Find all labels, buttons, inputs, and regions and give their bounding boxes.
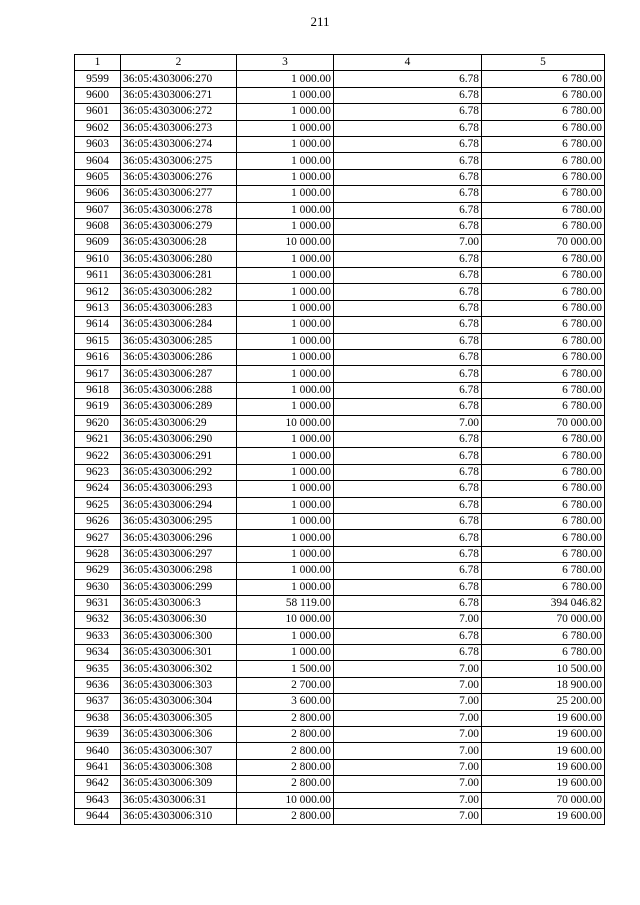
rate-cell: 6.78 <box>334 497 482 513</box>
rate-cell: 7.00 <box>334 776 482 792</box>
area-cell: 2 800.00 <box>237 727 334 743</box>
area-cell: 1 000.00 <box>237 87 334 103</box>
table-row <box>75 743 605 759</box>
table-row <box>75 350 605 366</box>
value-cell: 19 600.00 <box>482 710 605 726</box>
row-number-cell: 9600 <box>75 87 121 103</box>
cadastral-number-cell: 36:05:4303006:305 <box>121 710 237 726</box>
value-cell: 6 780.00 <box>482 120 605 136</box>
area-cell: 2 800.00 <box>237 759 334 775</box>
rate-cell: 7.00 <box>334 694 482 710</box>
cadastral-number-cell: 36:05:4303006:276 <box>121 169 237 185</box>
area-cell: 10 000.00 <box>237 612 334 628</box>
cadastral-number-cell: 36:05:4303006:30 <box>121 612 237 628</box>
area-cell: 1 000.00 <box>237 513 334 529</box>
value-cell: 19 600.00 <box>482 727 605 743</box>
area-cell: 1 000.00 <box>237 300 334 316</box>
area-cell: 1 000.00 <box>237 317 334 333</box>
rate-cell: 6.78 <box>334 284 482 300</box>
value-cell: 6 780.00 <box>482 431 605 447</box>
value-cell: 6 780.00 <box>482 317 605 333</box>
table-row <box>75 595 605 611</box>
value-cell: 6 780.00 <box>482 399 605 415</box>
area-cell: 1 000.00 <box>237 202 334 218</box>
table-row <box>75 776 605 792</box>
value-cell: 6 780.00 <box>482 350 605 366</box>
table-row <box>75 513 605 529</box>
value-cell: 6 780.00 <box>482 464 605 480</box>
row-number-cell: 9619 <box>75 399 121 415</box>
rate-cell: 6.78 <box>334 169 482 185</box>
row-number-cell: 9628 <box>75 546 121 562</box>
row-number-cell: 9622 <box>75 448 121 464</box>
row-number-cell: 9636 <box>75 677 121 693</box>
row-number-cell: 9639 <box>75 727 121 743</box>
value-cell: 19 600.00 <box>482 776 605 792</box>
row-number-cell: 9610 <box>75 251 121 267</box>
cadastral-number-cell: 36:05:4303006:292 <box>121 464 237 480</box>
page-number: 211 <box>310 14 330 29</box>
table-row <box>75 563 605 579</box>
table-row <box>75 104 605 120</box>
table-row <box>75 218 605 234</box>
table-row <box>75 382 605 398</box>
value-cell: 6 780.00 <box>482 284 605 300</box>
rate-cell: 6.78 <box>334 333 482 349</box>
table-row <box>75 87 605 103</box>
rate-cell: 6.78 <box>334 546 482 562</box>
row-number-cell: 9606 <box>75 186 121 202</box>
row-number-cell: 9644 <box>75 808 121 824</box>
table-row <box>75 284 605 300</box>
row-number-cell: 9618 <box>75 382 121 398</box>
value-cell: 6 780.00 <box>482 104 605 120</box>
table-row <box>75 628 605 644</box>
table-row <box>75 300 605 316</box>
area-cell: 10 000.00 <box>237 235 334 251</box>
cadastral-number-cell: 36:05:4303006:308 <box>121 759 237 775</box>
cadastral-number-cell: 36:05:4303006:283 <box>121 300 237 316</box>
value-cell: 6 780.00 <box>482 546 605 562</box>
value-cell: 6 780.00 <box>482 268 605 284</box>
value-cell: 6 780.00 <box>482 530 605 546</box>
cadastral-number-cell: 36:05:4303006:310 <box>121 808 237 824</box>
value-cell: 19 600.00 <box>482 759 605 775</box>
value-cell: 6 780.00 <box>482 481 605 497</box>
table-row <box>75 677 605 693</box>
value-cell: 19 600.00 <box>482 808 605 824</box>
value-cell: 6 780.00 <box>482 202 605 218</box>
cadastral-number-cell: 36:05:4303006:28 <box>121 235 237 251</box>
table-row <box>75 317 605 333</box>
area-cell: 1 000.00 <box>237 628 334 644</box>
row-number-cell: 9620 <box>75 415 121 431</box>
row-number-cell: 9643 <box>75 792 121 808</box>
cadastral-number-cell: 36:05:4303006:280 <box>121 251 237 267</box>
area-cell: 1 000.00 <box>237 333 334 349</box>
row-number-cell: 9603 <box>75 136 121 152</box>
row-number-cell: 9641 <box>75 759 121 775</box>
area-cell: 1 000.00 <box>237 104 334 120</box>
cadastral-number-cell: 36:05:4303006:287 <box>121 366 237 382</box>
row-number-cell: 9640 <box>75 743 121 759</box>
area-cell: 2 700.00 <box>237 677 334 693</box>
row-number-cell: 9625 <box>75 497 121 513</box>
area-cell: 10 000.00 <box>237 792 334 808</box>
area-cell: 1 000.00 <box>237 645 334 661</box>
rate-cell: 7.00 <box>334 415 482 431</box>
cadastral-number-cell: 36:05:4303006:296 <box>121 530 237 546</box>
row-number-cell: 9614 <box>75 317 121 333</box>
row-number-cell: 9642 <box>75 776 121 792</box>
rate-cell: 6.78 <box>334 87 482 103</box>
rate-cell: 6.78 <box>334 268 482 284</box>
table-row <box>75 464 605 480</box>
area-cell: 1 000.00 <box>237 530 334 546</box>
area-cell: 2 800.00 <box>237 776 334 792</box>
table-row <box>75 530 605 546</box>
area-cell: 2 800.00 <box>237 710 334 726</box>
table-row <box>75 366 605 382</box>
area-cell: 2 800.00 <box>237 808 334 824</box>
cadastral-number-cell: 36:05:4303006:277 <box>121 186 237 202</box>
value-cell: 6 780.00 <box>482 87 605 103</box>
table-row <box>75 333 605 349</box>
rate-cell: 6.78 <box>334 431 482 447</box>
row-number-cell: 9601 <box>75 104 121 120</box>
area-cell: 1 000.00 <box>237 366 334 382</box>
rate-cell: 6.78 <box>334 382 482 398</box>
cadastral-number-cell: 36:05:4303006:293 <box>121 481 237 497</box>
row-number-cell: 9608 <box>75 218 121 234</box>
area-cell: 1 000.00 <box>237 169 334 185</box>
row-number-cell: 9631 <box>75 595 121 611</box>
table-row <box>75 497 605 513</box>
row-number-cell: 9621 <box>75 431 121 447</box>
cadastral-number-cell: 36:05:4303006:29 <box>121 415 237 431</box>
rate-cell: 6.78 <box>334 300 482 316</box>
value-cell: 6 780.00 <box>482 513 605 529</box>
row-number-cell: 9637 <box>75 694 121 710</box>
table-row <box>75 202 605 218</box>
rate-cell: 7.00 <box>334 792 482 808</box>
table-row <box>75 169 605 185</box>
cadastral-number-cell: 36:05:4303006:298 <box>121 563 237 579</box>
rate-cell: 6.78 <box>334 202 482 218</box>
area-cell: 1 000.00 <box>237 153 334 169</box>
value-cell: 6 780.00 <box>482 251 605 267</box>
table-row <box>75 399 605 415</box>
row-number-cell: 9629 <box>75 563 121 579</box>
cadastral-number-cell: 36:05:4303006:285 <box>121 333 237 349</box>
area-cell: 1 500.00 <box>237 661 334 677</box>
table-row <box>75 481 605 497</box>
row-number-cell: 9623 <box>75 464 121 480</box>
rate-cell: 7.00 <box>334 727 482 743</box>
row-number-cell: 9630 <box>75 579 121 595</box>
area-cell: 1 000.00 <box>237 448 334 464</box>
row-number-cell: 9602 <box>75 120 121 136</box>
rate-cell: 6.78 <box>334 579 482 595</box>
rate-cell: 6.78 <box>334 595 482 611</box>
cadastral-number-cell: 36:05:4303006:291 <box>121 448 237 464</box>
cadastral-number-cell: 36:05:4303006:303 <box>121 677 237 693</box>
value-cell: 6 780.00 <box>482 169 605 185</box>
rate-cell: 6.78 <box>334 366 482 382</box>
area-cell: 1 000.00 <box>237 268 334 284</box>
value-cell: 70 000.00 <box>482 235 605 251</box>
row-number-cell: 9634 <box>75 645 121 661</box>
rate-cell: 6.78 <box>334 530 482 546</box>
cadastral-table <box>74 54 605 825</box>
row-number-cell: 9615 <box>75 333 121 349</box>
rate-cell: 6.78 <box>334 251 482 267</box>
row-number-cell: 9604 <box>75 153 121 169</box>
value-cell: 6 780.00 <box>482 333 605 349</box>
row-number-cell: 9609 <box>75 235 121 251</box>
value-cell: 10 500.00 <box>482 661 605 677</box>
rate-cell: 6.78 <box>334 218 482 234</box>
table-row <box>75 136 605 152</box>
area-cell: 3 600.00 <box>237 694 334 710</box>
value-cell: 6 780.00 <box>482 186 605 202</box>
rate-cell: 7.00 <box>334 710 482 726</box>
rate-cell: 6.78 <box>334 563 482 579</box>
value-cell: 6 780.00 <box>482 563 605 579</box>
area-cell: 1 000.00 <box>237 579 334 595</box>
value-cell: 6 780.00 <box>482 628 605 644</box>
table-row <box>75 431 605 447</box>
rate-cell: 7.00 <box>334 808 482 824</box>
row-number-cell: 9613 <box>75 300 121 316</box>
table-row <box>75 448 605 464</box>
cadastral-number-cell: 36:05:4303006:300 <box>121 628 237 644</box>
area-cell: 1 000.00 <box>237 563 334 579</box>
row-number-cell: 9633 <box>75 628 121 644</box>
rate-cell: 7.00 <box>334 677 482 693</box>
table-row <box>75 759 605 775</box>
rate-cell: 6.78 <box>334 628 482 644</box>
row-number-cell: 9612 <box>75 284 121 300</box>
rate-cell: 6.78 <box>334 645 482 661</box>
table-row <box>75 612 605 628</box>
cadastral-number-cell: 36:05:4303006:306 <box>121 727 237 743</box>
area-cell: 2 800.00 <box>237 743 334 759</box>
area-cell: 1 000.00 <box>237 186 334 202</box>
area-cell: 58 119.00 <box>237 595 334 611</box>
row-number-cell: 9632 <box>75 612 121 628</box>
row-number-cell: 9599 <box>75 71 121 87</box>
row-number-cell: 9605 <box>75 169 121 185</box>
table-row <box>75 710 605 726</box>
table-row <box>75 251 605 267</box>
area-cell: 1 000.00 <box>237 136 334 152</box>
rate-cell: 6.78 <box>334 481 482 497</box>
cadastral-number-cell: 36:05:4303006:284 <box>121 317 237 333</box>
value-cell: 6 780.00 <box>482 300 605 316</box>
value-cell: 6 780.00 <box>482 153 605 169</box>
cadastral-number-cell: 36:05:4303006:278 <box>121 202 237 218</box>
table-row <box>75 186 605 202</box>
cadastral-number-cell: 36:05:4303006:31 <box>121 792 237 808</box>
value-cell: 70 000.00 <box>482 612 605 628</box>
value-cell: 25 200.00 <box>482 694 605 710</box>
cadastral-number-cell: 36:05:4303006:273 <box>121 120 237 136</box>
value-cell: 6 780.00 <box>482 136 605 152</box>
cadastral-number-cell: 36:05:4303006:290 <box>121 431 237 447</box>
area-cell: 1 000.00 <box>237 464 334 480</box>
table-row <box>75 808 605 824</box>
cadastral-number-cell: 36:05:4303006:271 <box>121 87 237 103</box>
row-number-cell: 9611 <box>75 268 121 284</box>
row-number-cell: 9616 <box>75 350 121 366</box>
area-cell: 1 000.00 <box>237 481 334 497</box>
cadastral-number-cell: 36:05:4303006:281 <box>121 268 237 284</box>
value-cell: 19 600.00 <box>482 743 605 759</box>
area-cell: 1 000.00 <box>237 546 334 562</box>
row-number-cell: 9607 <box>75 202 121 218</box>
table-row <box>75 694 605 710</box>
table-row <box>75 661 605 677</box>
cadastral-number-cell: 36:05:4303006:304 <box>121 694 237 710</box>
table-row <box>75 415 605 431</box>
area-cell: 1 000.00 <box>237 218 334 234</box>
rate-cell: 7.00 <box>334 235 482 251</box>
cadastral-number-cell: 36:05:4303006:288 <box>121 382 237 398</box>
rate-cell: 7.00 <box>334 743 482 759</box>
area-cell: 10 000.00 <box>237 415 334 431</box>
column-header-3: 3 <box>237 55 334 71</box>
row-number-cell: 9635 <box>75 661 121 677</box>
column-header-4: 4 <box>334 55 482 71</box>
rate-cell: 6.78 <box>334 513 482 529</box>
column-header-5: 5 <box>482 55 605 71</box>
value-cell: 6 780.00 <box>482 645 605 661</box>
table-header-row <box>75 55 605 71</box>
row-number-cell: 9624 <box>75 481 121 497</box>
row-number-cell: 9627 <box>75 530 121 546</box>
column-header-1: 1 <box>75 55 121 71</box>
rate-cell: 7.00 <box>334 759 482 775</box>
table-row <box>75 727 605 743</box>
cadastral-number-cell: 36:05:4303006:270 <box>121 71 237 87</box>
area-cell: 1 000.00 <box>237 497 334 513</box>
value-cell: 6 780.00 <box>482 497 605 513</box>
table-row <box>75 153 605 169</box>
value-cell: 394 046.82 <box>482 595 605 611</box>
table-row <box>75 120 605 136</box>
cadastral-number-cell: 36:05:4303006:3 <box>121 595 237 611</box>
rate-cell: 6.78 <box>334 186 482 202</box>
rate-cell: 6.78 <box>334 153 482 169</box>
value-cell: 6 780.00 <box>482 448 605 464</box>
cadastral-number-cell: 36:05:4303006:309 <box>121 776 237 792</box>
value-cell: 70 000.00 <box>482 415 605 431</box>
rate-cell: 6.78 <box>334 136 482 152</box>
cadastral-number-cell: 36:05:4303006:297 <box>121 546 237 562</box>
rate-cell: 6.78 <box>334 71 482 87</box>
table-row <box>75 579 605 595</box>
value-cell: 18 900.00 <box>482 677 605 693</box>
rate-cell: 6.78 <box>334 350 482 366</box>
table-row <box>75 645 605 661</box>
area-cell: 1 000.00 <box>237 399 334 415</box>
cadastral-number-cell: 36:05:4303006:302 <box>121 661 237 677</box>
cadastral-number-cell: 36:05:4303006:286 <box>121 350 237 366</box>
cadastral-number-cell: 36:05:4303006:307 <box>121 743 237 759</box>
rate-cell: 6.78 <box>334 120 482 136</box>
cadastral-number-cell: 36:05:4303006:279 <box>121 218 237 234</box>
table-row <box>75 792 605 808</box>
cadastral-number-cell: 36:05:4303006:289 <box>121 399 237 415</box>
area-cell: 1 000.00 <box>237 71 334 87</box>
value-cell: 70 000.00 <box>482 792 605 808</box>
cadastral-number-cell: 36:05:4303006:274 <box>121 136 237 152</box>
area-cell: 1 000.00 <box>237 251 334 267</box>
table-row <box>75 235 605 251</box>
rate-cell: 6.78 <box>334 317 482 333</box>
row-number-cell: 9638 <box>75 710 121 726</box>
value-cell: 6 780.00 <box>482 218 605 234</box>
value-cell: 6 780.00 <box>482 579 605 595</box>
rate-cell: 7.00 <box>334 612 482 628</box>
area-cell: 1 000.00 <box>237 284 334 300</box>
rate-cell: 6.78 <box>334 464 482 480</box>
rate-cell: 7.00 <box>334 661 482 677</box>
cadastral-number-cell: 36:05:4303006:272 <box>121 104 237 120</box>
area-cell: 1 000.00 <box>237 120 334 136</box>
cadastral-number-cell: 36:05:4303006:275 <box>121 153 237 169</box>
value-cell: 6 780.00 <box>482 366 605 382</box>
rate-cell: 6.78 <box>334 399 482 415</box>
value-cell: 6 780.00 <box>482 71 605 87</box>
table-row <box>75 268 605 284</box>
area-cell: 1 000.00 <box>237 382 334 398</box>
cadastral-number-cell: 36:05:4303006:295 <box>121 513 237 529</box>
table-row <box>75 71 605 87</box>
value-cell: 6 780.00 <box>482 382 605 398</box>
area-cell: 1 000.00 <box>237 350 334 366</box>
area-cell: 1 000.00 <box>237 431 334 447</box>
rate-cell: 6.78 <box>334 448 482 464</box>
table-body <box>75 71 605 825</box>
column-header-2: 2 <box>121 55 237 71</box>
cadastral-number-cell: 36:05:4303006:282 <box>121 284 237 300</box>
row-number-cell: 9626 <box>75 513 121 529</box>
cadastral-number-cell: 36:05:4303006:299 <box>121 579 237 595</box>
table-row <box>75 546 605 562</box>
rate-cell: 6.78 <box>334 104 482 120</box>
cadastral-number-cell: 36:05:4303006:294 <box>121 497 237 513</box>
row-number-cell: 9617 <box>75 366 121 382</box>
cadastral-number-cell: 36:05:4303006:301 <box>121 645 237 661</box>
